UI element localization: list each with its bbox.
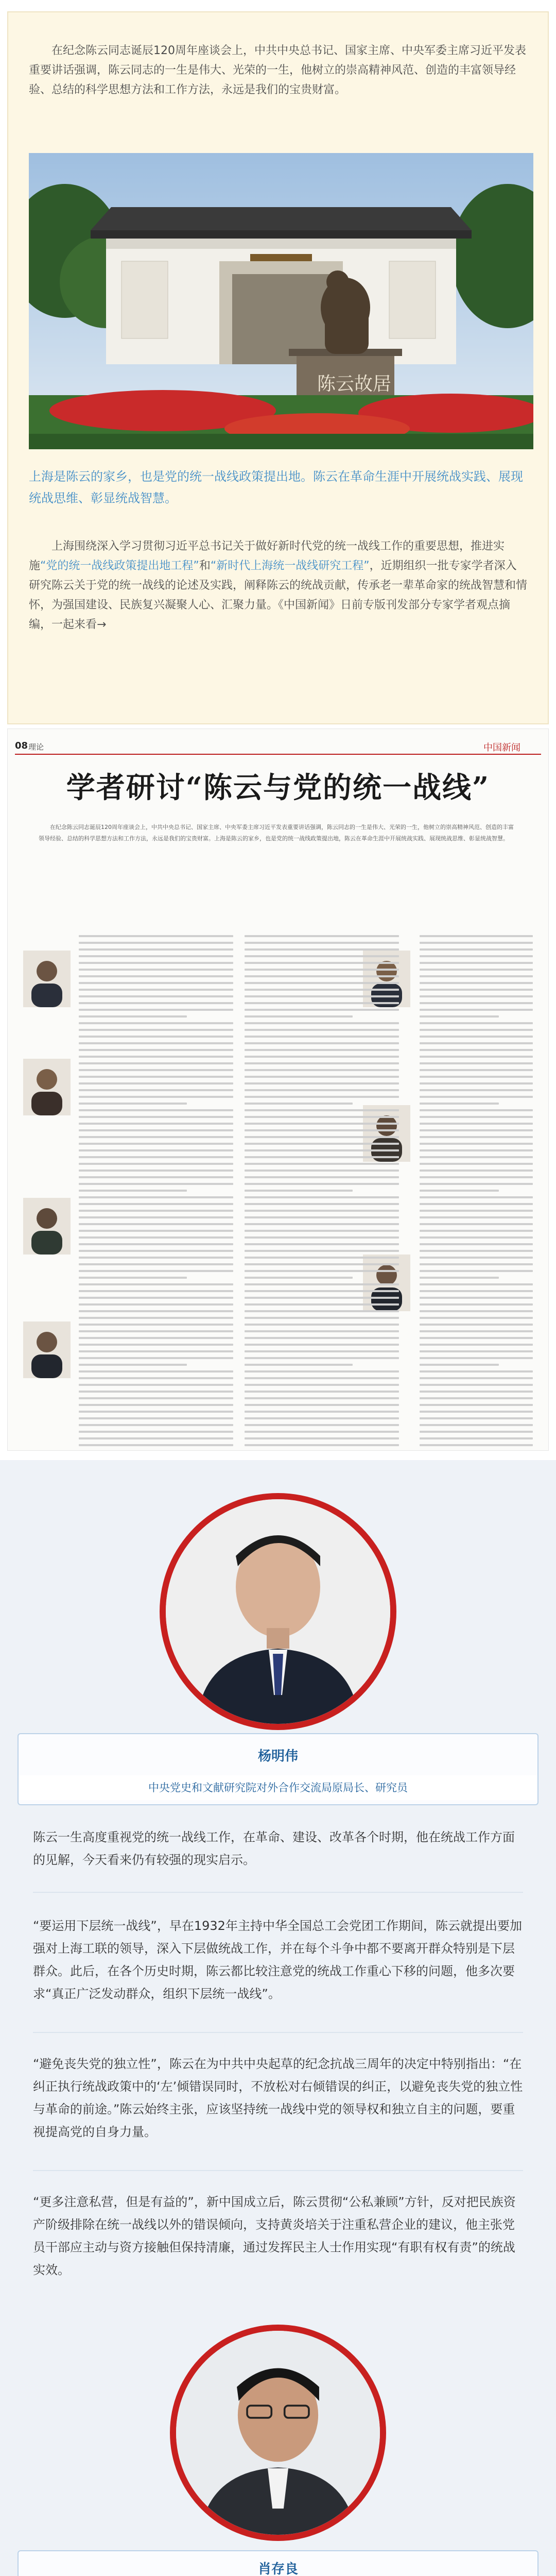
paper-text-line [420,1357,533,1359]
paper-lead: 在纪念陈云同志诞辰120周年座谈会上，中共中央总书记、国家主席、中央军委主席习近平发表重要讲话强调，陈云同志的一生是伟大、光荣的一生，他树立的崇高精神风范、创造的丰富领导经验、总结的科学思想方法和工作方法，永远是我们的宝贵财富。上海是陈云的家乡，也是党的统一战线政策提出地，陈云在革命生涯中开展统战实践、展现统战思维、彰显统战智慧。 [39,824,514,842]
paper-text-line [420,942,533,944]
paper-text-line [420,975,533,977]
paper-text-line [420,948,533,951]
paper-text-line [79,1082,233,1084]
paper-text-line [420,1170,533,1172]
paper-text-line [245,942,399,944]
paper-text-line [79,1163,233,1165]
paper-text-line [420,1223,533,1225]
paper-text-line [245,955,399,957]
paper-text-line [245,1002,399,1004]
paper-text-line [420,1324,533,1326]
paper-text-line [79,1022,233,1024]
paper-text-line [245,1417,399,1419]
paper-column-3 [420,935,533,1430]
paper-text-line [420,1270,533,1272]
paper-text-line [420,1042,533,1044]
paper-page-number: 08 [15,740,28,751]
paper-text-line [420,1330,533,1332]
hero-signature: 陈云故居 [317,374,392,395]
paper-text-line [245,969,399,971]
divider [33,2032,523,2033]
paper-text-line [420,1384,533,1386]
scholar-1-namecard [18,1733,538,1805]
paper-text-line [420,1283,533,1285]
paper-text-line [245,1203,399,1205]
paper-text-line [245,1136,399,1138]
paper-text-line [79,1243,233,1245]
paper-text-line [420,1109,533,1111]
paper-text-line [245,1303,399,1306]
paper-text-line [79,1056,233,1058]
paper-text-line [79,1337,233,1339]
paper-text-line [245,1263,399,1265]
paper-text-line [420,989,533,991]
scholar-1-name: 杨明伟 [257,1749,298,1764]
paper-text-line [420,1123,533,1125]
paper-text-line [245,1129,399,1131]
paper-text-line [420,935,533,937]
paper-text-line [245,1223,399,1225]
paper-column-2 [245,935,399,1430]
paper-text-line [420,1089,533,1091]
scholar-portrait-image [176,2331,380,2535]
paper-text-line [79,1357,233,1359]
paper-text-line [79,995,233,997]
paper-text-line [420,969,533,971]
paper-text-line [245,1109,399,1111]
paper-text-line [420,1263,533,1265]
paper-logo: 中国新闻 [483,742,520,753]
paper-text-line [79,1170,233,1172]
scholar-portrait-image [23,1198,71,1255]
paper-text-line [420,1176,533,1178]
paper-text-line [79,1317,233,1319]
paper-text-line [420,1424,533,1426]
paper-text-line [420,1036,533,1038]
paper-text-line [420,1196,533,1198]
paper-text-line [420,1310,533,1312]
paper-text-line [245,1330,399,1332]
paper-text-line [245,1089,399,1091]
paper-text-line [79,1036,233,1038]
paper-text-line [245,1283,399,1285]
scholar-portrait-image [23,951,71,1007]
paper-text-line [79,1303,233,1306]
paper-text-line [245,1357,399,1359]
paper-text-line [245,1062,399,1064]
paper-text-line [245,1324,399,1326]
paper-text-line [79,1009,233,1011]
paper-text-line [420,1015,499,1018]
paper-text-line [420,1082,533,1084]
paper-text-line [245,1290,399,1292]
newspaper-page-image [7,728,549,1451]
paper-text-line [245,1123,399,1125]
paper-text-line [245,995,399,997]
paper-text-line [420,955,533,957]
paper-text-line [420,1437,533,1439]
paper-text-line [420,1290,533,1292]
paper-text-line [245,1103,353,1105]
paper-text-line [245,1042,399,1044]
paper-text-line [420,1002,533,1004]
paper-text-line [79,1277,187,1279]
paper-text-line [245,1431,399,1433]
paper-text-line [420,1203,533,1205]
scholar-1-paragraph-2: “要运用下层统一战线”，早在1932年主持中华全国总工会党团工作期间，陈云就提出要加强对上海工联的领导，深入下层做统战工作，并在每个斗争中都不要离开群众特别是下层群众。此后，在各个历史时期，陈云都比较注意党的统战工作重心下移的问题，他多次要求“真正广泛发动群众，组织下层统一战线”。 [33,1919,522,2001]
paper-text-line [420,982,533,984]
paper-text-line [420,1149,533,1151]
paper-text-line [79,989,233,991]
paper-text-line [245,1022,399,1024]
paper-text-line [245,935,399,937]
paper-text-line [420,1062,533,1064]
paper-text-line [79,1183,233,1185]
project-link-2: “新时代上海统一战线研究工程” [210,560,370,572]
paper-text-line [245,1257,399,1259]
paper-text-line [79,1116,233,1118]
paper-masthead [15,740,541,755]
paper-text-line [420,1417,533,1419]
paper-text-line [79,1076,233,1078]
paper-text-line [245,1424,399,1426]
paper-text-line [245,1277,353,1279]
paper-text-line [245,1210,399,1212]
scholar-1-avatar [160,1493,396,1730]
paper-text-line [245,1397,399,1399]
paper-text-line [79,948,233,951]
scholars-section [0,1460,556,2576]
paper-text-line [79,1397,233,1399]
paper-text-line [79,1417,233,1419]
scholar-1-paragraph-3: “避免丧失党的独立性”，陈云在为中共中央起草的纪念抗战三周年的决定中特别指出：“在纠正执行统战政策中的‘左’倾错误同时，不放松对右倾错误的纠正，以避免丧失党的独立性与革命的前途。”陈云始终主张，应该坚持统一战线中党的领导权和独立自主的问题，要重视提高党的自身力量。 [33,2057,523,2139]
paper-text-line [79,1411,233,1413]
scholar-portrait-image [166,1499,390,1724]
paper-text-line [79,1377,233,1379]
paper-text-line [420,1156,533,1158]
paper-text-line [79,1236,233,1239]
paper-text-line [245,1069,399,1071]
paper-text-line [420,1444,533,1446]
paper-text-line [79,1391,233,1393]
memorial-hall-statue-image [29,153,533,449]
paper-text-line [79,1250,233,1252]
paper-text-line [79,1384,233,1386]
paper-text-line [245,1029,399,1031]
paper-text-line [245,1384,399,1386]
paper-text-line [79,1310,233,1312]
paper-text-line [79,1190,187,1192]
paper-text-line [420,1243,533,1245]
paper-text-line [245,1170,399,1172]
paper-text-line [245,982,399,984]
paper-text-line [245,1411,399,1413]
paper-text-line [79,1176,233,1178]
paper-text-line [245,1370,399,1372]
paper-text-line [245,948,399,951]
paper-text-line [420,1116,533,1118]
paper-text-line [79,1042,233,1044]
paper-text-line [245,1149,399,1151]
paper-text-line [420,1183,533,1185]
paper-text-line [420,1337,533,1339]
paper-text-line [420,1257,533,1259]
paper-text-line [420,1136,533,1138]
paper-text-line [245,1163,399,1165]
paper-text-line [245,1036,399,1038]
paper-text-line [245,1350,399,1352]
paper-text-line [420,1230,533,1232]
paper-text-line [79,1015,187,1018]
paper-text-line [245,1391,399,1393]
scholar-1-title: 中央党史和文献研究院对外合作交流局原局长、研究员 [19,1775,537,1800]
paper-text-line [79,1103,187,1105]
body-text-end: ，近期组织一批专家学者深入研究陈云关于党的统一战线的论述及实践，阐释陈云的统战贡献，传承老一辈革命家的统战智慧和情怀，为强国建设、民族复兴凝聚人心、汇聚力量。《中国新闻》日前专版刊发部分专家学者观点摘编，一起来看→ [29,560,528,631]
paper-text-line [79,1324,233,1326]
scholar-1-paragraph-4: “更多注意私营，但是有益的”，新中国成立后，陈云贯彻“公私兼顾”方针，反对把民族资产阶级排除在统一战线以外的错误倾向，支持黄炎培关于注重私营企业的建议，他主张党员干部应主动与资方接触但保持清廉，通过发挥民主人士作用实现“有职有权有责”的统战实效。 [33,2195,516,2277]
paper-text-line [245,1310,399,1312]
paper-text-line [420,1076,533,1078]
paper-text-line [79,1149,233,1151]
intro-body [29,537,527,635]
scholar-portrait-image [23,1321,71,1378]
paper-text-line [79,1049,233,1051]
paper-text-line [420,995,533,997]
paper-text-line [245,1196,399,1198]
paper-text-line [245,1116,399,1118]
project-link-1: “党的统一战线政策提出地工程” [40,560,199,572]
body-text-start: 上海围绕深入学习贯彻习近平总书记关于做好新时代党的统一战线工作的重要思想，推进实施 [29,540,505,572]
scholar-2-name: 肖存良 [257,2562,298,2576]
paper-text-line [420,1103,499,1105]
paper-text-line [79,1223,233,1225]
paper-text-line [79,1029,233,1031]
paper-text-line [420,1377,533,1379]
paper-text-line [79,975,233,977]
paper-text-line [245,1009,399,1011]
paper-text-line [245,1236,399,1239]
paper-text-line [245,1190,353,1192]
paper-text-line [79,1089,233,1091]
paper-text-line [79,1270,233,1272]
paper-text-line [79,982,233,984]
divider [33,2170,523,2171]
paper-text-line [245,1156,399,1158]
paper-text-line [245,1270,399,1272]
paper-headline: 学者研讨“陈云与党的统一战线” [66,771,490,805]
scholar-2-namecard [18,2550,538,2576]
paper-text-line [420,962,533,964]
paper-text-line [420,1344,533,1346]
paper-text-line [79,1230,233,1232]
paper-text-line [420,1056,533,1058]
scholar-portrait-image [23,1059,71,1115]
paper-text-line [420,1190,499,1192]
paper-text-line [245,1230,399,1232]
intro-card [7,11,549,724]
paper-text-line [420,1022,533,1024]
paper-text-line [79,1129,233,1131]
scholar-2-avatar [170,2325,386,2541]
paper-text-line [420,1404,533,1406]
paper-text-line [79,1330,233,1332]
paper-text-line [79,1370,233,1372]
paper-text-line [79,1216,233,1218]
divider [33,1892,523,1893]
paper-text-line [245,1444,399,1446]
paper-text-line [420,1069,533,1071]
paper-text-line [420,1297,533,1299]
paper-text-line [79,935,233,937]
paper-text-line [245,1183,399,1185]
paper-text-line [420,1364,499,1366]
paper-text-line [245,1143,399,1145]
paper-text-line [245,1082,399,1084]
paper-text-line [245,1250,399,1252]
paper-text-line [245,1437,399,1439]
paper-text-line [420,1317,533,1319]
paper-text-line [79,1069,233,1071]
paper-text-line [79,1290,233,1292]
paper-text-line [420,1411,533,1413]
paper-text-line [420,1210,533,1212]
paper-text-line [79,1109,233,1111]
paper-text-line [245,1243,399,1245]
paper-text-line [79,1437,233,1439]
paper-text-line [79,1136,233,1138]
paper-section: 理论 [28,742,44,752]
paper-text-line [79,1210,233,1212]
paper-text-line [245,1297,399,1299]
paper-text-line [79,1424,233,1426]
paper-text-line [79,955,233,957]
paper-text-line [79,1404,233,1406]
scholar-1-paragraph-1: 陈云一生高度重视党的统一战线工作，在革命、建设、改革各个时期，他在统战工作方面的见解，今天看来仍有较强的现实启示。 [33,1830,515,1867]
paper-text-line [79,1062,233,1064]
paper-columns [23,935,533,1430]
paper-text-line [420,1391,533,1393]
paper-text-line [245,1015,353,1018]
paper-text-line [420,1350,533,1352]
intro-paragraph: 在纪念陈云同志诞辰120周年座谈会上，中共中央总书记、国家主席、中央军委主席习近平发表重要讲话强调，陈云同志的一生是伟大、光荣的一生，他树立的崇高精神风范、创造的丰富领导经验、总结的科学思想方法和工作方法，永远是我们的宝贵财富。 [29,44,526,96]
paper-text-line [420,1029,533,1031]
paper-text-line [420,1236,533,1239]
paper-text-line [420,1370,533,1372]
paper-text-line [420,1397,533,1399]
paper-text-line [79,969,233,971]
paper-text-line [420,1431,533,1433]
paper-text-line [245,1049,399,1051]
paper-text-line [79,1297,233,1299]
paper-text-line [79,1123,233,1125]
paper-text-line [79,1364,187,1366]
paper-text-line [245,1076,399,1078]
paper-text-line [245,1404,399,1406]
paper-text-line [245,1056,399,1058]
paper-text-line [245,1337,399,1339]
paper-text-line [420,1163,533,1165]
paper-text-line [420,1143,533,1145]
paper-text-line [245,1096,399,1098]
paper-text-line [79,962,233,964]
paper-text-line [79,1196,233,1198]
paper-text-line [79,1156,233,1158]
paper-text-line [245,1364,353,1366]
paper-text-line [245,1317,399,1319]
paper-text-line [245,989,399,991]
paper-text-line [79,1263,233,1265]
paper-text-line [79,1257,233,1259]
paper-text-line [420,1096,533,1098]
paper-column-1 [79,935,233,1430]
paper-text-line [245,1176,399,1178]
photo-caption: 上海是陈云的家乡，也是党的统一战线政策提出地。陈云在革命生涯中开展统战实践、展现统战思维、彰显统战智慧。 [29,469,523,505]
body-text-mid: 和 [199,560,211,572]
paper-text-line [420,1303,533,1306]
paper-text-line [420,1216,533,1218]
paper-text-line [79,1350,233,1352]
paper-text-line [79,1143,233,1145]
paper-text-line [79,1002,233,1004]
paper-text-line [420,1129,533,1131]
paper-text-line [420,1009,533,1011]
paper-text-line [79,1096,233,1098]
paper-text-line [79,1203,233,1205]
paper-text-line [245,1216,399,1218]
paper-text-line [245,962,399,964]
paper-text-line [420,1049,533,1051]
paper-text-line [79,1283,233,1285]
paper-text-line [79,942,233,944]
paper-text-line [79,1444,233,1446]
paper-text-line [245,1344,399,1346]
paper-text-line [420,1277,499,1279]
paper-text-line [245,975,399,977]
paper-text-line [420,1250,533,1252]
paper-text-line [79,1344,233,1346]
paper-text-line [245,1377,399,1379]
paper-text-line [79,1431,233,1433]
